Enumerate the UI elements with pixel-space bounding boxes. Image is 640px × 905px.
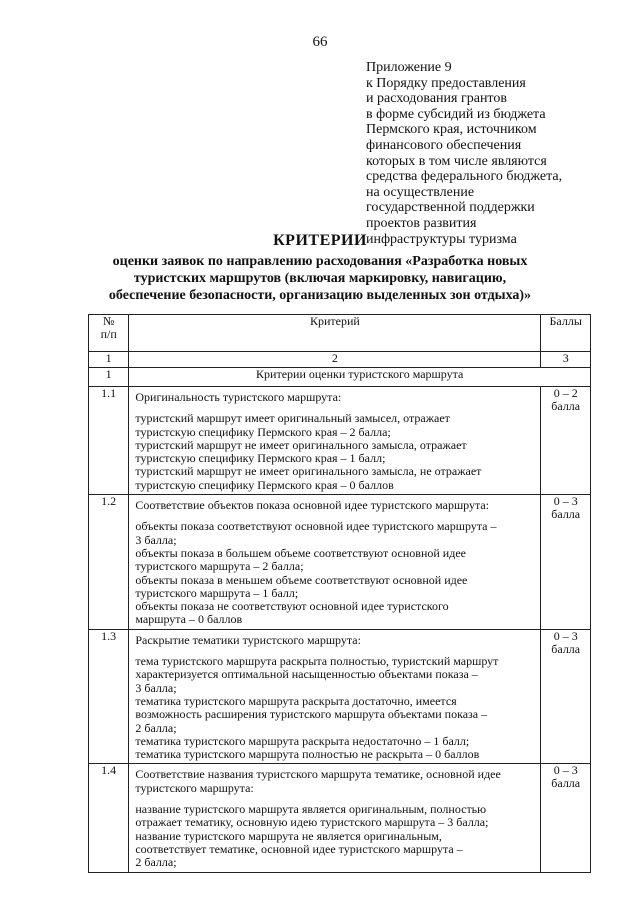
row-number: 1.3	[89, 629, 129, 764]
row-number: 1.2	[89, 495, 129, 630]
annex-line: средства федерального бюджета,	[366, 169, 563, 185]
criterion-line: объекты показа в большем объеме соответствуют основной идее	[135, 545, 466, 560]
criterion-line: туристскую специфику Пермского края – 0 баллов	[135, 477, 394, 492]
points-unit: балла	[551, 641, 581, 656]
table-row	[89, 764, 591, 872]
annex-line: на осуществление	[366, 184, 475, 200]
header-number-line: п/п	[100, 327, 117, 341]
criterion-title-line: Соответствие названия туристского маршрута тематике, основной идее	[135, 767, 501, 782]
criterion-cell	[129, 629, 541, 764]
criterion-line: туристский маршрут не имеет оригинального замысла, отражает	[135, 437, 467, 452]
points-cell	[541, 495, 591, 630]
section-label: Критерии оценки туристского маршрута	[129, 368, 591, 387]
subtitle-line: оценки заявок по направлению расходования «Разработка новых	[112, 254, 528, 269]
points-unit: балла	[551, 507, 581, 522]
header-number-line: №	[102, 314, 115, 328]
points-unit: балла	[551, 776, 581, 791]
header-points: Баллы	[541, 315, 591, 352]
criterion-line: характеризуется оптимальной насыщенностью объектами показа –	[135, 667, 478, 682]
criterion-line: 2 балла;	[135, 855, 177, 870]
criterion-cell	[129, 764, 541, 872]
points-cell	[541, 764, 591, 872]
points-range: 0 – 2	[553, 386, 578, 400]
column-number: 2	[129, 352, 541, 368]
annex-line: и расходования грантов	[366, 91, 507, 107]
header-criterion: Критерий	[129, 315, 541, 352]
section-row	[89, 368, 591, 387]
criterion-line: туристского маршрута – 1 балл;	[135, 585, 299, 600]
criterion-line: отражает тематику, основную идею туристского маршрута – 3 балла;	[135, 815, 489, 830]
criterion-line: название туристского маршрута является оригинальным, полностью	[135, 802, 487, 817]
criterion-line: туристский маршрут имеет оригинальный замысел, отражает	[135, 411, 450, 426]
criterion-line: 3 балла;	[135, 680, 177, 695]
criterion-title	[129, 630, 540, 647]
criterion-line: возможность расширения туристского маршрута объектами показа –	[135, 707, 488, 722]
criterion-cell	[129, 495, 541, 630]
row-number: 1.1	[89, 387, 129, 495]
table-row	[89, 387, 591, 495]
criterion-body	[129, 647, 540, 763]
criterion-line: туристскую специфику Пермского края – 1 балл;	[135, 451, 386, 466]
subtitle-line: обеспечение безопасности, организацию выделенных зон отдыха)»	[108, 288, 532, 303]
criterion-title	[129, 387, 540, 404]
column-number-row	[89, 352, 591, 368]
annex-line: к Порядку предоставления	[366, 75, 526, 91]
header-number	[89, 315, 129, 352]
annex-line: Пермского края, источником	[366, 122, 537, 138]
criterion-line: туристскую специфику Пермского края – 2 балла;	[135, 424, 391, 439]
criterion-line: тематика туристского маршрута раскрыта достаточно, имеется	[135, 693, 457, 708]
document-subtitle	[60, 253, 580, 304]
column-number: 3	[541, 352, 591, 368]
criterion-title	[129, 495, 540, 512]
subtitle-line: туристских маршрутов (включая маркировку, навигацию,	[133, 271, 507, 286]
criterion-title	[129, 764, 540, 795]
annex-line: в форме субсидий из бюджета	[366, 106, 546, 122]
column-number: 1	[89, 352, 129, 368]
criterion-line: туристский маршрут не имеет оригинального замысла, не отражает	[135, 464, 482, 479]
annex-line: инфраструктуры туризма	[366, 231, 517, 247]
points-unit: балла	[551, 399, 581, 413]
criterion-body	[129, 404, 540, 494]
points-cell	[541, 387, 591, 495]
annex-line: проектов развития	[366, 215, 477, 231]
table-row	[89, 495, 591, 630]
criterion-title-line: туристского маршрута:	[135, 780, 254, 795]
points-cell	[541, 629, 591, 764]
criterion-line: объекты показа не соответствуют основной идее туристского	[135, 599, 449, 614]
points-range: 0 – 3	[553, 763, 578, 778]
criterion-line: тема туристского маршрута раскрыта полностью, туристский маршрут	[135, 654, 499, 669]
criterion-body	[129, 795, 540, 871]
criterion-line: соответствует тематике, основной идее туристского маршрута –	[135, 841, 463, 856]
annex-line: которых в том числе являются	[366, 153, 547, 169]
criterion-line: маршрута – 0 баллов	[135, 612, 243, 627]
row-number: 1.4	[89, 764, 129, 872]
criterion-line: тематика туристского маршрута раскрыта недостаточно – 1 балл;	[135, 733, 470, 748]
annex-line: финансового обеспечения	[366, 137, 522, 153]
document-title: КРИТЕРИИ	[273, 232, 367, 249]
criterion-title-line: Соответствие объектов показа основной идее туристского маршрута:	[135, 498, 490, 513]
criterion-title-line: Оригинальность туристского маршрута:	[135, 390, 342, 404]
criterion-line: объекты показа соответствуют основной идее туристского маршрута –	[135, 519, 497, 534]
points-range: 0 – 3	[553, 628, 578, 643]
table-header-row	[89, 315, 591, 352]
criterion-cell	[129, 387, 541, 495]
section-number: 1	[89, 368, 129, 387]
criterion-line: тематика туристского маршрута полностью не раскрыта – 0 баллов	[135, 747, 480, 762]
table-row	[89, 629, 591, 764]
criterion-line: название туристского маршрута не является оригинальным,	[135, 828, 442, 843]
criteria-table	[88, 314, 591, 873]
criterion-title-line: Раскрытие тематики туристского маршрута:	[135, 632, 361, 647]
criterion-line: туристского маршрута – 2 балла;	[135, 559, 304, 574]
points-range: 0 – 3	[553, 494, 578, 509]
annex-header	[366, 60, 636, 247]
page-number: 66	[312, 34, 328, 50]
criterion-line: 2 балла;	[135, 720, 177, 735]
criterion-line: 3 балла;	[135, 532, 177, 547]
criterion-body	[129, 512, 540, 628]
annex-line: Приложение 9	[366, 60, 452, 75]
annex-line: государственной поддержки	[366, 200, 535, 216]
criterion-line: объекты показа в меньшем объеме соответствуют основной идее	[135, 572, 468, 587]
